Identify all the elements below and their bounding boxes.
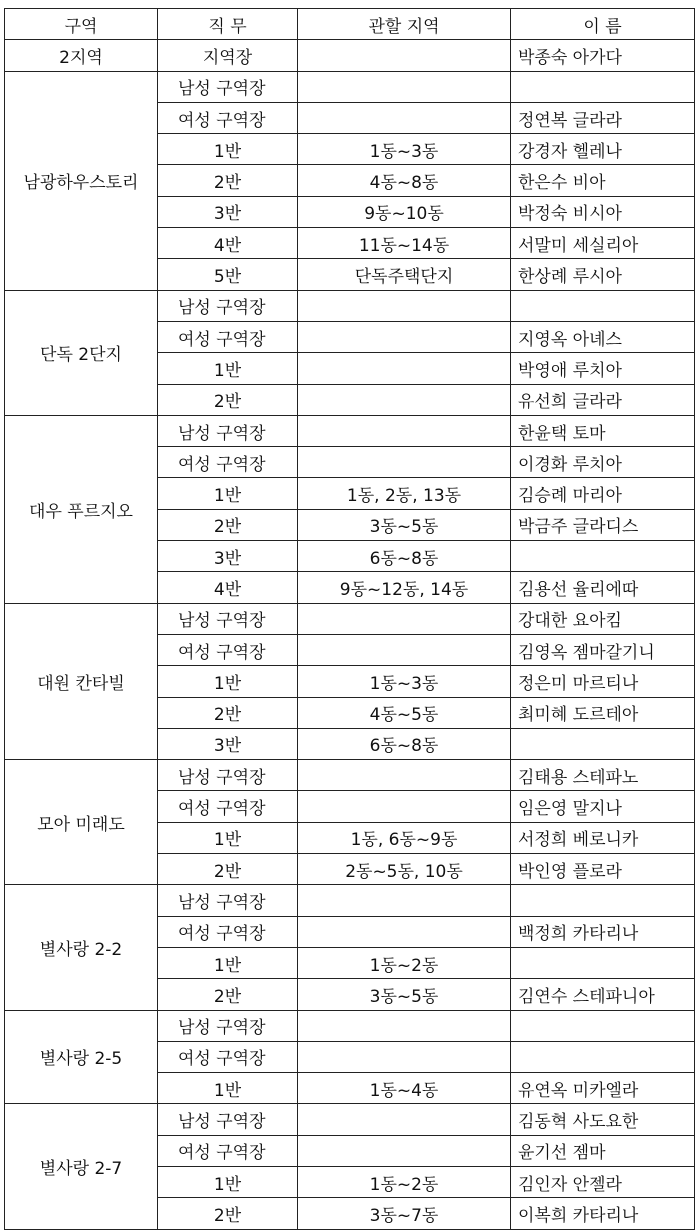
member-name-cell: 한상례 루시아 (511, 259, 695, 290)
member-name-cell: 한윤택 토마 (511, 415, 695, 446)
area-cell (298, 634, 511, 665)
role-cell: 2반 (158, 1198, 298, 1229)
role-cell: 여성 구역장 (158, 102, 298, 133)
role-cell: 남성 구역장 (158, 760, 298, 791)
area-cell (298, 290, 511, 321)
member-name-cell: 임은영 말지나 (511, 791, 695, 822)
role-cell: 3반 (158, 196, 298, 227)
member-name-cell: 이복희 카타리나 (511, 1198, 695, 1229)
member-name-cell (511, 541, 695, 572)
role-cell: 1반 (158, 478, 298, 509)
member-name-cell (511, 71, 695, 102)
area-cell: 6동~8동 (298, 541, 511, 572)
role-cell: 2반 (158, 509, 298, 540)
member-name-cell: 백정희 카타리나 (511, 916, 695, 947)
role-cell: 1반 (158, 353, 298, 384)
member-name-cell: 김태용 스테파노 (511, 760, 695, 791)
district-name-cell: 단독 2단지 (5, 290, 158, 415)
role-cell: 1반 (158, 134, 298, 165)
area-cell (298, 1010, 511, 1041)
area-cell: 9동~10동 (298, 196, 511, 227)
member-name-cell: 박정숙 비시아 (511, 196, 695, 227)
area-column-header: 관할 지역 (298, 9, 511, 40)
assignment-sheet (4, 8, 695, 1230)
area-cell: 1동~3동 (298, 666, 511, 697)
role-cell: 남성 구역장 (158, 1104, 298, 1135)
area-cell (298, 603, 511, 634)
role-cell: 2반 (158, 384, 298, 415)
role-cell: 3반 (158, 541, 298, 572)
member-name-cell: 강경자 헬레나 (511, 134, 695, 165)
area-cell (298, 447, 511, 478)
role-cell: 2반 (158, 854, 298, 885)
role-cell: 여성 구역장 (158, 791, 298, 822)
role-cell: 4반 (158, 228, 298, 259)
area-cell: 11동~14동 (298, 228, 511, 259)
role-cell: 여성 구역장 (158, 1135, 298, 1166)
role-cell: 1반 (158, 947, 298, 978)
role-cell: 남성 구역장 (158, 1010, 298, 1041)
role-cell: 여성 구역장 (158, 321, 298, 352)
role-cell: 여성 구역장 (158, 634, 298, 665)
area-cell: 단독주택단지 (298, 259, 511, 290)
member-name-cell: 김용선 율리에따 (511, 572, 695, 603)
role-cell: 2반 (158, 979, 298, 1010)
table-row (5, 290, 695, 321)
role-cell: 1반 (158, 1073, 298, 1104)
role-cell: 남성 구역장 (158, 290, 298, 321)
role-cell: 4반 (158, 572, 298, 603)
area-cell (298, 1104, 511, 1135)
area-cell: 1동~3동 (298, 134, 511, 165)
area-cell: 9동~12동, 14동 (298, 572, 511, 603)
header-row (5, 9, 695, 40)
member-name-cell (511, 885, 695, 916)
table-row (5, 603, 695, 634)
member-name-cell: 김인자 안젤라 (511, 1166, 695, 1197)
area-cell: 3동~5동 (298, 509, 511, 540)
area-cell (298, 415, 511, 446)
role-cell: 1반 (158, 822, 298, 853)
member-name-cell (511, 728, 695, 759)
role-cell: 1반 (158, 1166, 298, 1197)
role-cell: 남성 구역장 (158, 71, 298, 102)
role-cell: 남성 구역장 (158, 603, 298, 634)
district-column-header: 구역 (5, 9, 158, 40)
area-cell: 1동~2동 (298, 947, 511, 978)
area-cell (298, 916, 511, 947)
member-name-cell: 지영옥 아녜스 (511, 321, 695, 352)
district-name-cell: 남광하우스토리 (5, 71, 158, 290)
member-name-cell: 정연복 글라라 (511, 102, 695, 133)
district-roster-table (4, 8, 695, 1230)
member-name-cell (511, 1041, 695, 1072)
role-cell: 5반 (158, 259, 298, 290)
role-cell: 1반 (158, 666, 298, 697)
area-cell (298, 102, 511, 133)
member-name-cell: 김동혁 사도요한 (511, 1104, 695, 1135)
district-name-cell: 2지역 (5, 40, 158, 71)
area-cell: 6동~8동 (298, 728, 511, 759)
member-name-cell: 유선희 글라라 (511, 384, 695, 415)
area-cell (298, 791, 511, 822)
role-cell: 남성 구역장 (158, 415, 298, 446)
area-cell (298, 321, 511, 352)
table-row (5, 1104, 695, 1135)
member-name-cell: 박인영 플로라 (511, 854, 695, 885)
member-name-cell: 최미혜 도르테아 (511, 697, 695, 728)
member-name-cell: 김연수 스테파니아 (511, 979, 695, 1010)
district-name-cell: 대우 푸르지오 (5, 415, 158, 603)
table-row (5, 1010, 695, 1041)
area-cell (298, 1041, 511, 1072)
table-row (5, 415, 695, 446)
member-name-cell (511, 1010, 695, 1041)
area-cell: 3동~5동 (298, 979, 511, 1010)
district-name-cell: 별사랑 2-5 (5, 1010, 158, 1104)
table-row (5, 71, 695, 102)
area-cell: 1동, 6동~9동 (298, 822, 511, 853)
role-cell: 2반 (158, 697, 298, 728)
member-name-cell: 윤기선 젬마 (511, 1135, 695, 1166)
member-name-cell: 이경화 루치아 (511, 447, 695, 478)
member-name-cell: 김영옥 젬마갈기니 (511, 634, 695, 665)
member-name-cell: 박영애 루치아 (511, 353, 695, 384)
role-column-header: 직 무 (158, 9, 298, 40)
name-column-header: 이 름 (511, 9, 695, 40)
member-name-cell: 강대한 요아킴 (511, 603, 695, 634)
district-name-cell: 대원 칸타빌 (5, 603, 158, 759)
table-row (5, 760, 695, 791)
area-cell: 4동~5동 (298, 697, 511, 728)
member-name-cell: 박종숙 아가다 (511, 40, 695, 71)
member-name-cell: 서말미 세실리아 (511, 228, 695, 259)
role-cell: 여성 구역장 (158, 1041, 298, 1072)
member-name-cell: 정은미 마르티나 (511, 666, 695, 697)
area-cell (298, 1135, 511, 1166)
area-cell: 1동~4동 (298, 1073, 511, 1104)
area-cell: 1동, 2동, 13동 (298, 478, 511, 509)
area-cell (298, 353, 511, 384)
district-name-cell: 별사랑 2-7 (5, 1104, 158, 1229)
area-cell: 1동~2동 (298, 1166, 511, 1197)
area-cell (298, 40, 511, 71)
role-cell: 여성 구역장 (158, 447, 298, 478)
role-cell: 2반 (158, 165, 298, 196)
area-cell: 4동~8동 (298, 165, 511, 196)
area-cell (298, 760, 511, 791)
area-cell: 3동~7동 (298, 1198, 511, 1229)
role-cell: 지역장 (158, 40, 298, 71)
member-name-cell (511, 290, 695, 321)
member-name-cell: 유연옥 미카엘라 (511, 1073, 695, 1104)
member-name-cell: 서정희 베로니카 (511, 822, 695, 853)
area-cell (298, 384, 511, 415)
member-name-cell: 박금주 글라디스 (511, 509, 695, 540)
role-cell: 3반 (158, 728, 298, 759)
district-name-cell: 별사랑 2-2 (5, 885, 158, 1010)
district-name-cell: 모아 미래도 (5, 760, 158, 885)
role-cell: 남성 구역장 (158, 885, 298, 916)
area-cell (298, 71, 511, 102)
area-cell: 2동~5동, 10동 (298, 854, 511, 885)
member-name-cell: 김승례 마리아 (511, 478, 695, 509)
table-row (5, 885, 695, 916)
role-cell: 여성 구역장 (158, 916, 298, 947)
area-cell (298, 885, 511, 916)
table-row (5, 40, 695, 71)
member-name-cell: 한은수 비아 (511, 165, 695, 196)
member-name-cell (511, 947, 695, 978)
